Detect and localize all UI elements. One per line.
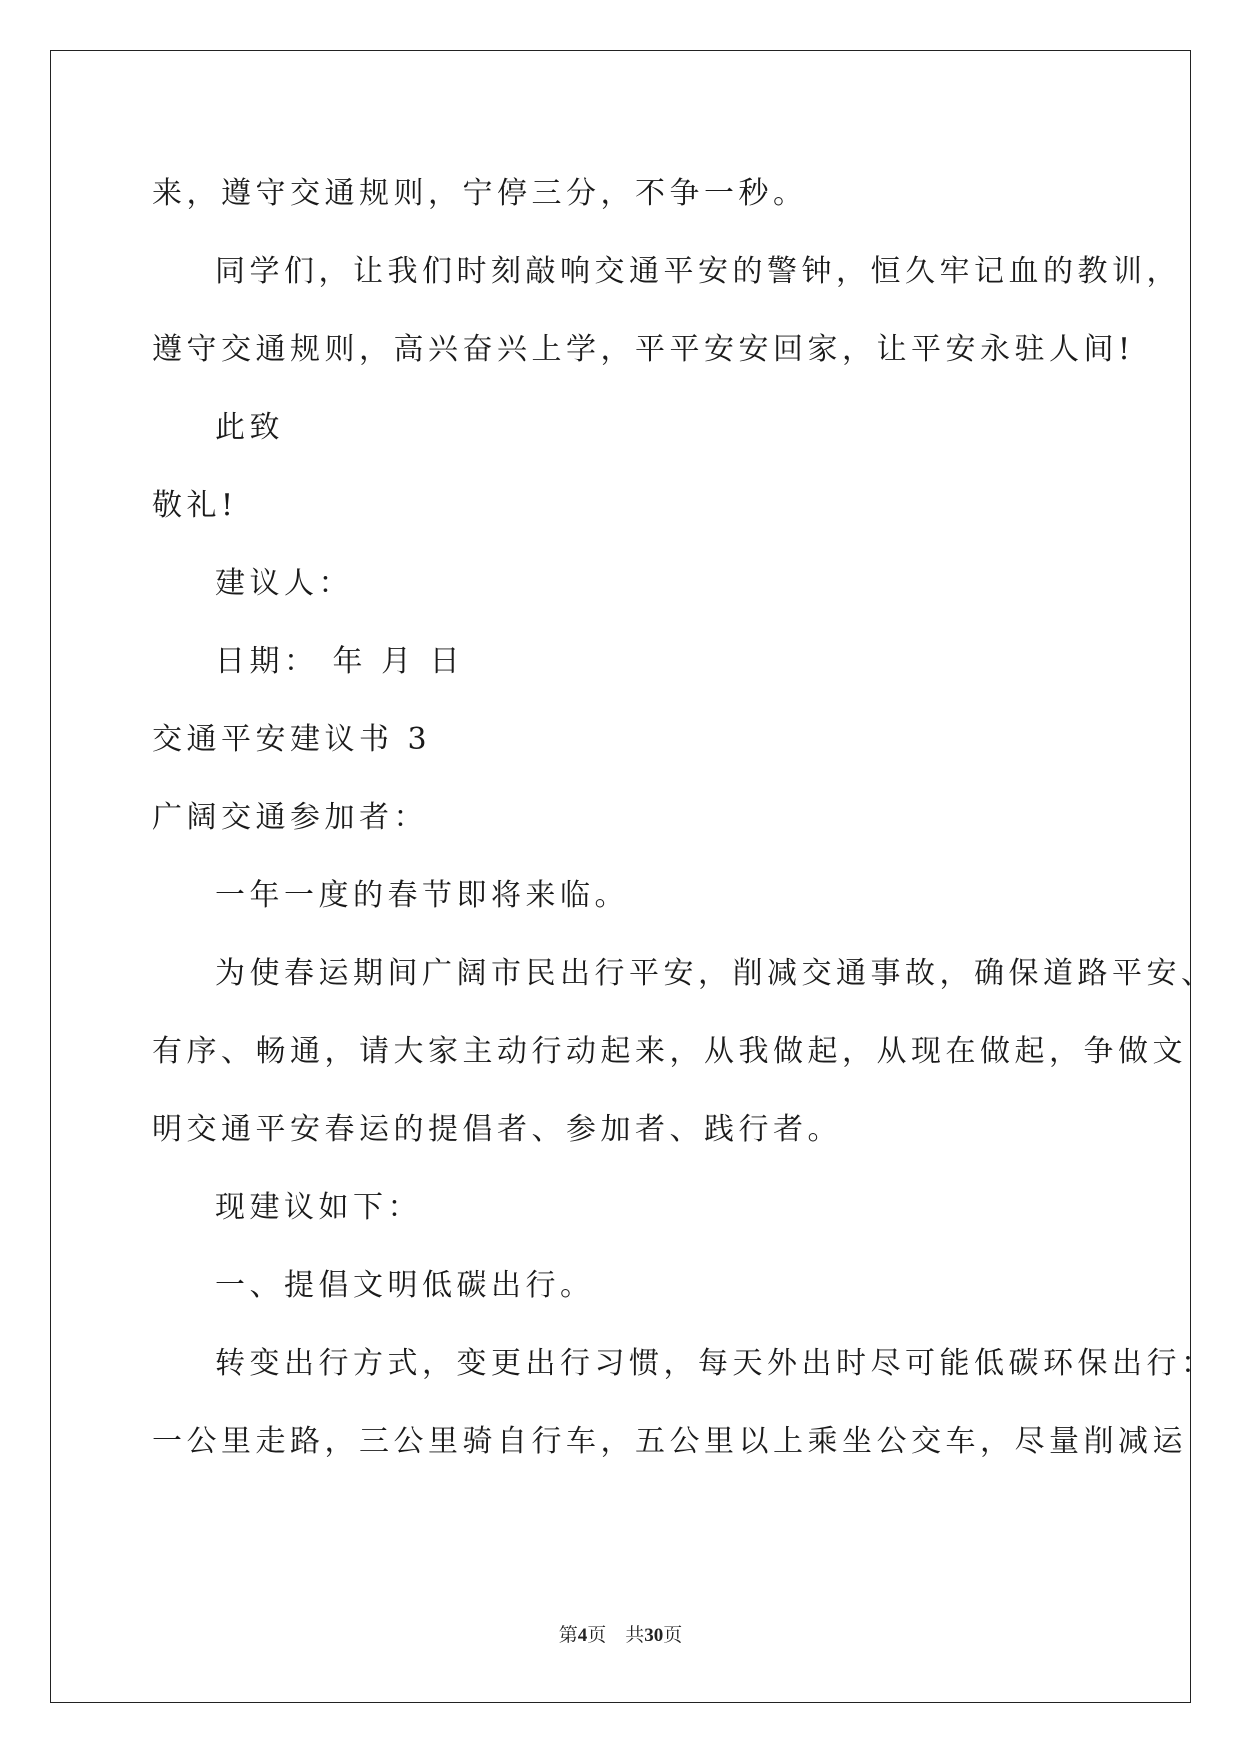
page-prefix: 第: [558, 1625, 578, 1646]
body-line: 来，遵守交通规则，宁停三分，不争一秒。: [152, 176, 808, 211]
page-footer: [0, 1624, 1241, 1648]
body-line: 一公里走路，三公里骑自行车，五公里以上乘坐公交车，尽量削减运: [152, 1424, 1187, 1459]
page-current: 4: [577, 1625, 588, 1646]
body-line: 现建议如下：: [215, 1190, 422, 1225]
body-line: 同学们，让我们时刻敲响交通平安的警钟，恒久牢记血的教训，: [215, 254, 1181, 289]
closing-greeting: 此致: [215, 410, 284, 445]
body-line: 转变出行方式，变更出行习惯，每天外出时尽可能低碳环保出行：: [215, 1346, 1216, 1381]
salutation: 广阔交通参加者：: [152, 800, 428, 835]
body-line: 为使春运期间广阔市民出行平安，削减交通事故，确保道路平安、: [215, 956, 1216, 991]
page-mid: 页 共: [587, 1625, 645, 1646]
signature-line: 建议人：: [215, 566, 353, 601]
page-suffix: 页: [663, 1625, 683, 1646]
date-line: 日期： 年 月 日: [215, 644, 465, 679]
page-total: 30: [644, 1625, 664, 1646]
closing-salute: 敬礼!: [152, 488, 238, 523]
body-line: 有序、畅通，请大家主动行动起来，从我做起，从现在做起，争做文: [152, 1034, 1187, 1069]
section-title: 交通平安建议书 3: [152, 722, 432, 757]
body-line: 明交通平安春运的提倡者、参加者、践行者。: [152, 1112, 842, 1147]
body-line: 一年一度的春节即将来临。: [215, 878, 629, 913]
body-line: 遵守交通规则，高兴奋兴上学，平平安安回家，让平安永驻人间!: [152, 332, 1135, 367]
list-heading: 一、提倡文明低碳出行。: [215, 1268, 595, 1303]
